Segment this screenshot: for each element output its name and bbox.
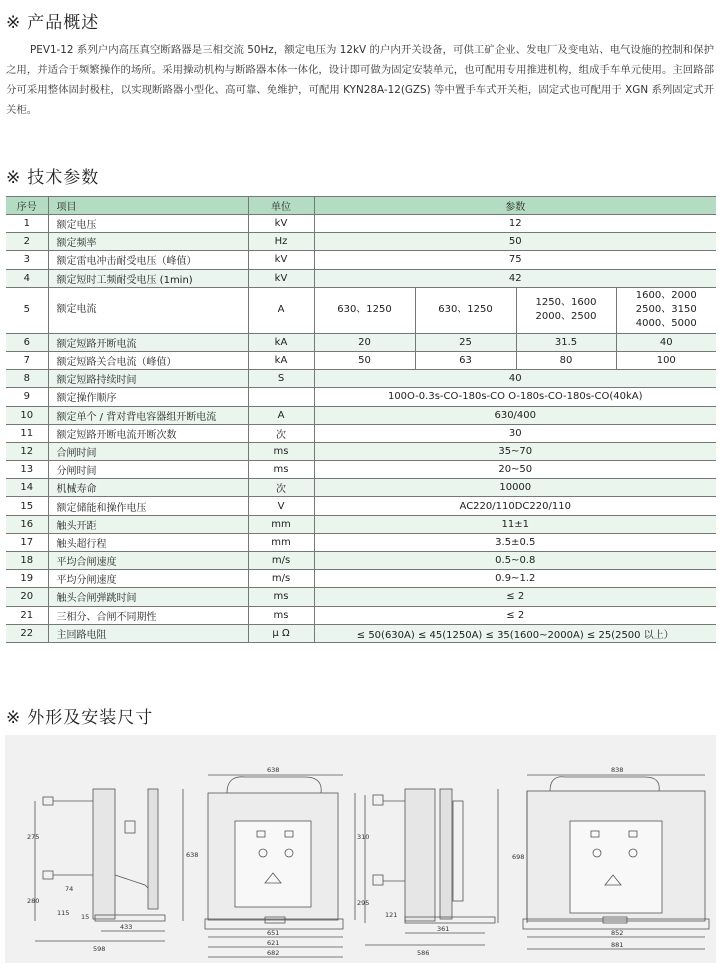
row-unit: kV bbox=[248, 269, 314, 287]
row-unit: 次 bbox=[248, 479, 314, 497]
row-no: 18 bbox=[6, 552, 48, 570]
table-row bbox=[6, 370, 716, 388]
table-row bbox=[6, 533, 716, 551]
row-no: 12 bbox=[6, 442, 48, 460]
table-row bbox=[6, 461, 716, 479]
row-no: 22 bbox=[6, 624, 48, 642]
side-view-large bbox=[365, 789, 498, 945]
row-item: 额定短路开断电流 bbox=[48, 333, 248, 351]
row-unit: μ Ω bbox=[248, 624, 314, 642]
row-value: 50 bbox=[314, 233, 716, 251]
table-row bbox=[6, 215, 716, 233]
table-row bbox=[6, 269, 716, 287]
dim-121: 121 bbox=[385, 911, 398, 919]
table-row bbox=[6, 251, 716, 269]
dim-361: 361 bbox=[437, 925, 450, 933]
dim-651: 651 bbox=[267, 929, 280, 937]
row-value: 630、1250 bbox=[415, 287, 516, 333]
dim-280: 280 bbox=[27, 897, 40, 905]
table-row bbox=[6, 606, 716, 624]
dim-310: 310 bbox=[357, 833, 370, 841]
row-unit: A bbox=[248, 406, 314, 424]
row-unit: ms bbox=[248, 461, 314, 479]
dim-621: 621 bbox=[267, 939, 280, 947]
row-value: 31.5 bbox=[516, 333, 616, 351]
row-value: 35~70 bbox=[314, 442, 716, 460]
row-no: 7 bbox=[6, 351, 48, 369]
row-value: ≤ 2 bbox=[314, 588, 716, 606]
dimension-drawings bbox=[5, 735, 716, 963]
header-param: 参数 bbox=[314, 197, 716, 215]
row-value: 12 bbox=[314, 215, 716, 233]
row-item: 平均合闸速度 bbox=[48, 552, 248, 570]
row-value: 11±1 bbox=[314, 515, 716, 533]
dim-881: 881 bbox=[611, 941, 624, 949]
row-item: 合闸时间 bbox=[48, 442, 248, 460]
row-value: 40 bbox=[314, 370, 716, 388]
row-unit: V bbox=[248, 497, 314, 515]
row-value: 80 bbox=[516, 351, 616, 369]
row-no: 10 bbox=[6, 406, 48, 424]
row-item: 分闸时间 bbox=[48, 461, 248, 479]
table-row bbox=[6, 424, 716, 442]
row-unit: S bbox=[248, 370, 314, 388]
row-value: 25 bbox=[415, 333, 516, 351]
table-row bbox=[6, 552, 716, 570]
dim-275: 275 bbox=[27, 833, 40, 841]
header-no: 序号 bbox=[6, 197, 48, 215]
row-value: 20 bbox=[314, 333, 415, 351]
row-no: 6 bbox=[6, 333, 48, 351]
dim-433: 433 bbox=[120, 923, 133, 931]
row-value: ≤ 2 bbox=[314, 606, 716, 624]
row-item: 机械寿命 bbox=[48, 479, 248, 497]
row-unit: Hz bbox=[248, 233, 314, 251]
table-header bbox=[6, 197, 716, 215]
overview-title: ※ 产品概述 bbox=[6, 13, 100, 33]
table-row bbox=[6, 624, 716, 642]
row-value: 30 bbox=[314, 424, 716, 442]
table-row bbox=[6, 588, 716, 606]
row-unit: 次 bbox=[248, 424, 314, 442]
row-no: 8 bbox=[6, 370, 48, 388]
row-item: 额定雷电冲击耐受电压（峰值） bbox=[48, 251, 248, 269]
row-unit: kV bbox=[248, 251, 314, 269]
row-item: 额定电流 bbox=[48, 287, 248, 333]
row-no: 11 bbox=[6, 424, 48, 442]
table-row bbox=[6, 497, 716, 515]
row-value: 1600、2000 2500、3150 4000、5000 bbox=[616, 287, 716, 333]
dim-638v: 638 bbox=[186, 851, 199, 859]
row-value: 1250、1600 2000、2500 bbox=[516, 287, 616, 333]
dim-838: 838 bbox=[611, 766, 624, 774]
dim-638: 638 bbox=[267, 766, 280, 774]
row-unit: kV bbox=[248, 215, 314, 233]
row-value: 100O-0.3s-CO-180s-CO O-180s-CO-180s-CO(40kA) bbox=[314, 388, 716, 406]
tech-param-table bbox=[6, 196, 716, 643]
row-no: 5 bbox=[6, 287, 48, 333]
row-value: 0.5~0.8 bbox=[314, 552, 716, 570]
table-row bbox=[6, 406, 716, 424]
dim-115: 115 bbox=[57, 909, 70, 917]
row-value: 63 bbox=[415, 351, 516, 369]
row-value: 3.5±0.5 bbox=[314, 533, 716, 551]
dim-295: 295 bbox=[357, 899, 370, 907]
row-no: 17 bbox=[6, 533, 48, 551]
row-no: 21 bbox=[6, 606, 48, 624]
row-item: 主回路电阻 bbox=[48, 624, 248, 642]
row-no: 14 bbox=[6, 479, 48, 497]
row-no: 3 bbox=[6, 251, 48, 269]
row-item: 平均分闸速度 bbox=[48, 570, 248, 588]
row-no: 9 bbox=[6, 388, 48, 406]
row-item: 额定短路关合电流（峰值） bbox=[48, 351, 248, 369]
row-value: 42 bbox=[314, 269, 716, 287]
row-item: 额定电压 bbox=[48, 215, 248, 233]
row-unit: kA bbox=[248, 333, 314, 351]
row-unit bbox=[248, 388, 314, 406]
front-view-large bbox=[523, 775, 709, 949]
row-item: 额定操作顺序 bbox=[48, 388, 248, 406]
row-no: 1 bbox=[6, 215, 48, 233]
table-row bbox=[6, 287, 716, 333]
row-unit: ms bbox=[248, 442, 314, 460]
row-value: 630/400 bbox=[314, 406, 716, 424]
row-item: 触头超行程 bbox=[48, 533, 248, 551]
overview-text: PEV1-12 系列户内高压真空断路器是三相交流 50Hz，额定电压为 12kV 的户内开关设备，可供工矿企业、发电厂及变电站、电气设施的控制和保护之用，并适合于频繁操作的场所。采用操动机构与断路器本体一体化，设计即可做为固定安装单元，也可配用专用推进机构，组成手车单元使用。主回路部分可采用整体固封极柱，以实现断路器小型化、高可靠、免维护，可配用 KYN28A-12(GZS) 等中置手车式开关柜，固定式也可配用于 XGN 系列固定式开关柜。 bbox=[6, 44, 714, 116]
dim-586: 586 bbox=[417, 949, 430, 957]
table-row bbox=[6, 351, 716, 369]
row-value: 100 bbox=[616, 351, 716, 369]
table-row bbox=[6, 479, 716, 497]
row-unit: kA bbox=[248, 351, 314, 369]
row-unit: m/s bbox=[248, 570, 314, 588]
table-row bbox=[6, 388, 716, 406]
row-value: 0.9~1.2 bbox=[314, 570, 716, 588]
row-item: 额定频率 bbox=[48, 233, 248, 251]
row-item: 触头开距 bbox=[48, 515, 248, 533]
dim-682: 682 bbox=[267, 949, 280, 957]
header-unit: 单位 bbox=[248, 197, 314, 215]
table-row bbox=[6, 570, 716, 588]
side-view-small bbox=[35, 789, 183, 941]
row-value: ≤ 50(630A) ≤ 45(1250A) ≤ 35(1600~2000A) ≤ 25(2500 以上） bbox=[314, 624, 716, 642]
row-value: 20~50 bbox=[314, 461, 716, 479]
dim-598: 598 bbox=[93, 945, 106, 953]
table-row bbox=[6, 515, 716, 533]
row-no: 16 bbox=[6, 515, 48, 533]
dim-74: 74 bbox=[65, 885, 74, 893]
outline-drawings bbox=[5, 735, 716, 963]
tech-title: ※ 技术参数 bbox=[6, 168, 100, 188]
row-item: 三相分、合闸不同期性 bbox=[48, 606, 248, 624]
row-value: 10000 bbox=[314, 479, 716, 497]
table-row bbox=[6, 333, 716, 351]
row-value: AC220/110DC220/110 bbox=[314, 497, 716, 515]
header-item: 项目 bbox=[48, 197, 248, 215]
row-value: 630、1250 bbox=[314, 287, 415, 333]
dim-15: 15 bbox=[81, 913, 90, 921]
row-item: 额定单个 / 背对背电容器组开断电流 bbox=[48, 406, 248, 424]
row-no: 4 bbox=[6, 269, 48, 287]
row-item: 额定储能和操作电压 bbox=[48, 497, 248, 515]
row-item: 额定短路持续时间 bbox=[48, 370, 248, 388]
dim-852: 852 bbox=[611, 929, 624, 937]
row-unit: mm bbox=[248, 533, 314, 551]
row-no: 2 bbox=[6, 233, 48, 251]
row-no: 13 bbox=[6, 461, 48, 479]
table-body bbox=[6, 215, 716, 643]
row-value: 50 bbox=[314, 351, 415, 369]
row-no: 15 bbox=[6, 497, 48, 515]
row-unit: mm bbox=[248, 515, 314, 533]
row-unit: ms bbox=[248, 588, 314, 606]
row-item: 额定短路开断电流开断次数 bbox=[48, 424, 248, 442]
row-item: 触头合闸弹跳时间 bbox=[48, 588, 248, 606]
row-value: 40 bbox=[616, 333, 716, 351]
dim-698: 698 bbox=[512, 853, 525, 861]
outline-title: ※ 外形及安装尺寸 bbox=[6, 708, 154, 728]
row-unit: m/s bbox=[248, 552, 314, 570]
row-no: 20 bbox=[6, 588, 48, 606]
row-unit: A bbox=[248, 287, 314, 333]
row-no: 19 bbox=[6, 570, 48, 588]
row-value: 75 bbox=[314, 251, 716, 269]
table-row bbox=[6, 442, 716, 460]
front-view-small bbox=[205, 775, 355, 957]
table-row bbox=[6, 233, 716, 251]
row-item: 额定短时工频耐受电压 (1min) bbox=[48, 269, 248, 287]
row-unit: ms bbox=[248, 606, 314, 624]
